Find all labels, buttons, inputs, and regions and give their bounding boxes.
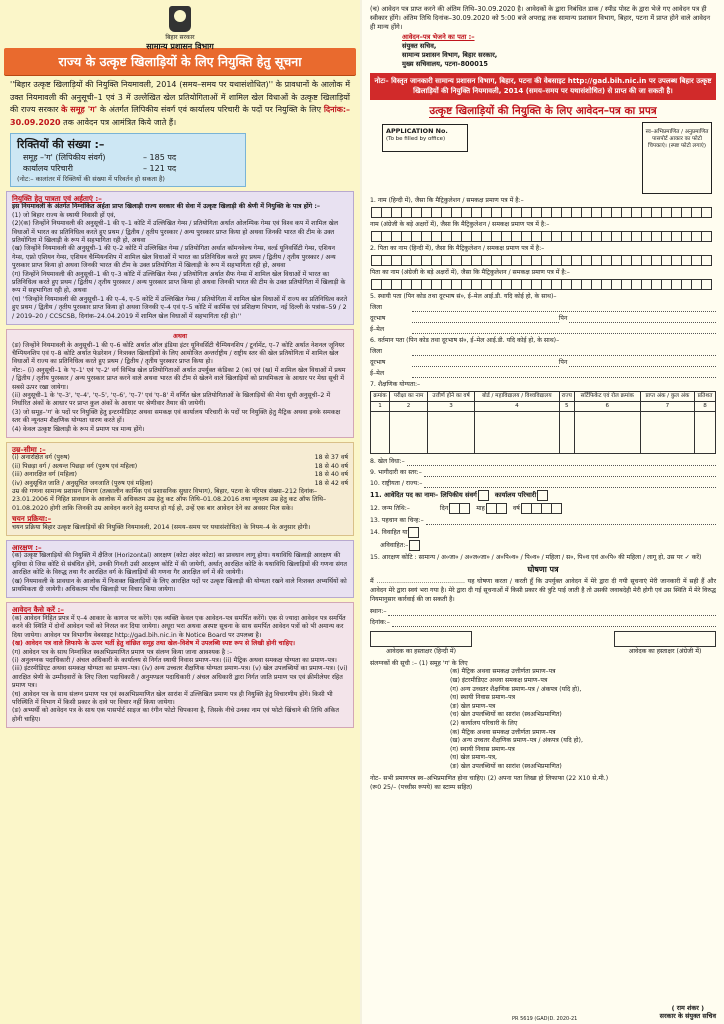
field-label: 6. वर्तमान पता (पिन कोड तथा दूरभाष सं०, ई–मेल आई.डी. यदि कोई हो, के साथ)– (370, 337, 560, 345)
education-table (370, 391, 716, 454)
signatory-block (660, 1004, 716, 1020)
table-header: प्राप्त अंक / कुल अंक (640, 392, 695, 402)
dob-day-label: दिन (439, 505, 449, 513)
attachment-item: (घ) खेल प्रमाण–पत्र, (450, 754, 497, 762)
table-cell: 3 (428, 402, 475, 412)
apply-item: (घ) आवेदन पत्र के साथ संलग्न प्रमाण पत्र एवं स्वअभिप्रमाणित खेल सारांश में उल्लिखित प्रमाण पत्र ही नियुक्ति हेतु विचारणीय होंगे। किसी भी परिस्थिति में विभाग में किसी प्रकार के दावे पर विचार नहीं किया जायेगा। (12, 690, 333, 706)
field-label: 8. खेल विधा:– (370, 458, 405, 466)
attachment-item: (ग) स्थायी निवास प्रमाण–पत्र (450, 745, 515, 753)
application-number-sub: (To be filled by office) (386, 136, 446, 143)
application-number-label: APPLICATION No. (386, 127, 448, 136)
field-label: 2. पिता का नाम (हिन्दी में), जैसा कि मैट्रिकुलेशन / समकक्ष प्रमाण पत्र में है:– (370, 245, 545, 253)
department-name: सामान्य प्रशासन विभाग (146, 42, 214, 51)
table-cell: 2 (390, 402, 428, 412)
attachment-item: (2) कार्यालय परिचारी के लिए (450, 719, 518, 727)
address-input[interactable] (412, 358, 559, 367)
vacancies-box (10, 133, 246, 187)
table-cell: 6 (574, 402, 640, 412)
table-cell: 5 (559, 402, 574, 412)
reservation-text: (ख) नियमावली के प्रावधान के आलोक में निःशक्त खिलाड़ियों के लिए आरक्षित पदों पर उत्कृष्ट खिलाड़ी की योग्यता रखने वाले निःशक्त अभ्यर्थियों को प्राथमिकता दी जायेगी। अधिकतम पाँच खिलाड़ी पर विचार किया जायेगा। (12, 577, 347, 594)
age-range: 18 से 37 वर्ष (314, 454, 348, 462)
signature-box[interactable] (370, 631, 472, 647)
attachment-item: (क) मैट्रिक अथवा समकक्ष उत्तीर्णता प्रमाण–पत्र (450, 728, 556, 736)
form-field[interactable] (370, 231, 716, 242)
field-label: 1. नाम (हिन्दी में), जैसा कि मैट्रिकुलेशन / समकक्ष प्रमाण पत्र में है:– (370, 197, 524, 205)
address-line: सामान्य प्रशासन विभाग, बिहार सरकार, (402, 51, 498, 60)
attachments-heading: संलग्नकों की सूची :– (1) समूह 'ग' के लिए (370, 660, 468, 668)
alternative-note: (4) केवल उत्कृष्ट खिलाड़ी के रूप में प्रमाण पत्र मान्य होंगे। (12, 425, 145, 433)
table-header: उत्तीर्ण होने का वर्ष (428, 392, 475, 402)
age-category: (iii) अनारक्षित वर्ग (महिला) (12, 471, 78, 479)
application-number-box[interactable] (382, 124, 468, 152)
table-row[interactable] (371, 412, 716, 454)
attachment-item: (ख) इंटरमीडिएट अथवा समकक्ष प्रमाण–पत्र (450, 676, 548, 684)
table-header: परीक्षा का नाम (390, 392, 428, 402)
letter-boxes[interactable] (372, 279, 712, 290)
selection-heading: चयन प्रक्रिया:– (12, 514, 52, 524)
government-header (0, 0, 360, 51)
dob-boxes[interactable] (450, 503, 470, 514)
table-cell: 4 (475, 402, 559, 412)
form-title (362, 104, 724, 118)
letter-boxes[interactable] (372, 207, 712, 218)
vacancies-title: रिक्तियों की संख्या :– (17, 138, 105, 151)
form-field (370, 336, 716, 345)
dob-boxes[interactable] (522, 503, 562, 514)
pr-number: PR 5619 (GAD)D. 2020-21 (512, 1016, 578, 1022)
age-category: (iv) अनुसूचित जाति / अनुसूचित जनजाति (पुरुष एवं महिला) (12, 479, 153, 487)
field-label: 9. भागीदारी का स्तर:– (370, 469, 422, 477)
marital-checkbox[interactable] (410, 540, 420, 551)
form-end-note: नोट– सभी प्रमाणपत्र स्व–अभिप्रमाणित होना चाहिए। (2) अपना पता लिखा हो लिफाफा (22 X10 से.मी.) (रू0 25/– (पच्चीस रूपये) का स्टाम्प सहित) (370, 774, 609, 791)
age-row (12, 463, 348, 471)
form-field[interactable] (370, 279, 716, 290)
signature-hindi[interactable] (370, 631, 472, 656)
form-field[interactable] (370, 303, 716, 312)
alternative-heading: अथवा (173, 333, 187, 341)
deadline-text: (च) आवेदन पत्र प्राप्त करने की अंतिम तिथि–30.09.2020 है। आवेदकों के द्वारा निबंधित डाक / स्पीड पोस्ट के द्वारा भेजे गए आवेदन पत्र ही स्वीकार होंगे। अंतिम तिथि दिनांक–30.09.2020 को 5:00 बजे अपराह्न तक सामान्य प्रशासन विभाग, बिहार, पटना में प्राप्त होने वाले आवेदन ही मान्य होंगे। (370, 5, 711, 31)
alternative-note: (3) जो समूह–'ग' के पदों पर नियुक्ति हेतु इन्टरमीडिएट अथवा समकक्ष एवं कार्यालय परिचारी के पदों पर नियुक्ति हेतु मैट्रिक अथवा इनके समकक्ष स्तर की न्यूनतम शैक्षणिक योग्यता धारण करते हों। (12, 408, 341, 425)
form-field (370, 196, 716, 205)
field-label: 10. राष्ट्रीयता / राज्य:– (370, 480, 423, 488)
left-column (0, 0, 360, 1024)
photo-box[interactable]: स्व–अभिप्रमाणित / अनुप्रमाणित पासपोर्ट आकार का फोटो चिपकाएं। (स्पष्ट फोटो लगाएं) (642, 122, 712, 194)
eligibility-item: (घ) ''जिन्होंने नियमावली की अनुसूची–1 की ए–4, ए–5 कोटि में उल्लिखित गेम्स / प्रतियोगिता में शामिल खेल विधाओं में राज्य का प्रतिनिधित्व करते हुए प्रथम / द्वितीय / तृतीय पुरस्कार प्राप्त किया हो अथवा जिनकी ए–4 एवं ए–5 कोटि में कार्मिक एवं प्रशिक्षण विभाग, नई दिल्ली के पत्रांक–59 / 2 / 2019–20 / CCSCSB, दिनांक–24.04.2019 में शामिल खेल विधाओं में सहभागिता रही हो।'' (12, 295, 348, 320)
address-input[interactable] (412, 325, 716, 334)
address-block (362, 33, 724, 69)
date-label: दिनांक:– (370, 619, 390, 627)
form-field[interactable] (370, 527, 716, 538)
website-note: नोटः– विस्तृत जानकारी सामान्य प्रशासन विभाग, बिहार, पटना की वेबसाइट http://gad.bih.nic.in पर उपलब्ध बिहार उत्कृष्ट खिलाड़ियों की नियुक्ति नियमावली, 2014 (समय–समय पर यथासंशोधित) से प्राप्त की जा सकती है। (370, 73, 716, 100)
nationality-input[interactable] (424, 479, 716, 488)
signature-area (370, 631, 716, 656)
age-section (6, 442, 354, 536)
apply-item: (ङ) अभ्यर्थी को आवेदन पत्र के साथ एक पासपोर्ट साइज का रंगीन फोटो चिपकाना है, जिसके नीचे उनका नाम एवं फोटो खिंचाने की तिथि अंकित होनी चाहिए। (12, 707, 339, 723)
attachment-item: (च) खेल उपलब्धियों का सारांश (स्वअभिप्रमाणित) (450, 711, 562, 719)
table-header: क्रमांक (371, 392, 390, 402)
attachment-item: (ख) अन्य उच्चतर शैक्षणिक प्रमाण–पत्र / अंकपत्र (यदि हो), (450, 737, 583, 745)
identity-input[interactable] (426, 516, 716, 525)
form-field (370, 292, 716, 301)
apply-heading: आवेदन कैसे करें :– (12, 605, 64, 615)
table-cell: 8 (695, 402, 716, 412)
address-district-label: जिला (370, 348, 382, 356)
apply-item: (ख) आवेदन पत्र वाले लिफाफे के ऊपर भर्ती हेतु वांछित समूह तथा खेल–विशेष में उपलब्धि स्पष्ट रूप से लिखी होनी चाहिए। (12, 640, 295, 648)
signature-box[interactable] (614, 631, 716, 647)
address-input[interactable] (412, 303, 716, 312)
age-text: उम्र की गणना सामान्य प्रशासन विभाग (तत्कालीन कार्मिक एवं प्रशासनिक सुधार विभाग), बिहार, पटना के परिपत्र संख्या–212 दिनांक–23.01.2006 में निहित प्रावधान के आलोक में अधिकतम उम्र हेतु कट ऑफ तिथि–01.08.2016 तथा न्यूनतम उम्र हेतु कट ऑफ तिथि– 01.08.2020 होगी ताकि जिनकी उम्र आवेदन करने हेतु समाप्त हो गई हो, उन्हें एक बार आवेदन देने का अवसर मिल सके। (12, 488, 327, 512)
form-field[interactable] (370, 490, 716, 501)
reservation-category-label: 15. आरक्षण कोटि : सामान्य / अ०जा० / अ०ज०जा० / अ०पि०व० / पि०व० / महिला / स०, पि०व एवं अ०पि० की महिला / लागू हो, उस पर ✓ करें) (370, 554, 702, 562)
intro-paragraph (0, 79, 360, 129)
intro-highlight-date: दिनांक:– 30.09.2020 (10, 105, 351, 127)
post-checkbox[interactable] (538, 490, 548, 501)
reservation-section (6, 540, 354, 598)
age-category: (ii) पिछड़ा वर्ग / अत्यन्त पिछड़ा वर्ग (पुरुष एवं महिला) (12, 462, 138, 470)
apply-item: (i) अनुलग्नक पदाधिकारी / अंचल अधिकारी के कार्यालय से निर्गत स्थायी निवास प्रमाण–पत्र। (ii) मैट्रिक अथवा समकक्ष योग्यता का प्रमाण–पत्र। (iii) इंटरमीडिएट अथवा समकक्ष योग्यता का प्रमाण–पत्र। (iv) अन्य उच्चतर शैक्षणिक योग्यता प्रमाण–पत्र। (v) खेल उपलब्धियों का प्रमाण–पत्र। (vi) आरक्षित श्रेणी के उम्मीदवारों के लिए जिला पदाधिकारी / अनुमण्डल पदाधिकारी / अंचल अधिकारी द्वारा निर्गत जाति प्रमाण पत्र एवं क्रीमीलेयर रहित प्रमाण पत्र। (12, 656, 348, 690)
letter-boxes[interactable] (372, 231, 712, 242)
form-field[interactable] (370, 516, 716, 525)
field-label: अविवाहित:– (380, 542, 409, 550)
signature-label: आवेदक का हस्ताक्षर (हिन्दी में) (385, 648, 457, 656)
dob-month-label: माह (476, 505, 485, 513)
age-row (12, 471, 348, 479)
vacancies-note: (नोट:– कालांतर में रिक्तियों की संख्या में परिवर्तन हो सकता है) (17, 175, 165, 183)
place-input[interactable] (388, 607, 716, 616)
table-header: सर्टिफिकेट एवं रोल क्रमांक (574, 392, 640, 402)
address-line: संयुक्त सचिव, (402, 42, 437, 51)
form-field[interactable] (370, 607, 716, 616)
address-input[interactable] (569, 314, 716, 323)
intro-text-2: के अंतर्गत लिपिकीय संवर्ग एवं कार्यालय परिचारी के पदों पर नियुक्ति के लिए (99, 105, 322, 114)
address-pin-label: पिन (558, 359, 568, 367)
address-email-label: ई–मेल (370, 370, 385, 378)
eligibility-section (6, 191, 354, 325)
form-field[interactable] (370, 618, 716, 627)
post-checkbox[interactable] (479, 490, 489, 501)
form-field[interactable] (370, 358, 716, 367)
field-label: 14. विवाहित या (370, 529, 408, 537)
form-title-text: उत्कृष्ट खिलाड़ियों की नियुक्ति के लिए आवेदन–पत्र का प्रपत्र (429, 105, 657, 118)
address-heading: आवेदन–पत्र भेजने का पता :– (402, 33, 475, 42)
field-label: पिता का नाम (अंग्रेजी के बड़े अक्षरों में), जैसा कि मैट्रिकुलेशन / समकक्ष प्रमाण पत्र में है:– (370, 269, 570, 277)
level-input[interactable] (424, 468, 716, 477)
eligibility-item: (ग) जिन्होंने नियमावली की अनुसूची–1 की ए–3 कोटि में उल्लिखित गेम्स / प्रतियोगिता अर्थात सैफ गेम्स में शामिल खेल विधाओं में भारत का प्रतिनिधित्व करते हुए प्रथम / द्वितीय / तृतीय पुरस्कार / अन्य पुरस्कार प्राप्त किया हो अथवा जिनकी भारत की टीम के उक्त प्रतियोगिता में खिलाड़ी के रूप में सहभागिता रही हो, अथवा (12, 270, 346, 295)
dob-boxes[interactable] (487, 503, 507, 514)
age-range: 18 से 40 वर्ष (314, 471, 348, 479)
alternative-note: नोट:– (i) अनुसूची–1 के 'ए–1' एवं 'ए–2' वर्ग विभिन्न खेल प्रतियोगिताओं अर्थात उपर्युक्त कंडिका 2 (क) एवं (ख) में शामिल खेल विधाओं में प्रथम / द्वितीय / तृतीय पुरस्कार / अन्य पुरस्कार प्राप्त करने वाले अथवा भारत की टीम से खेलने वाले खिलाड़ियों को प्राथमिकता के आधार पर मेधा सूची में सबसे ऊपर रखा जायेगा। (12, 366, 346, 391)
address-district-label: जिला (370, 304, 382, 312)
emblem-icon (169, 6, 191, 32)
signature-label: आवेदक का हस्ताक्षर (अंग्रेजी में) (628, 648, 702, 656)
form-field[interactable] (370, 255, 716, 266)
reservation-text: (क) उत्कृष्ट खिलाड़ियों की नियुक्ति में क्षैतिज (Horizontal) आरक्षण (कोटा अंदर कोटा) का प्रावधान लागू होगा। यथाविधि खिलाड़ी आरक्षण की सुविधा से जिस कोटि से संबंधित होंगे, उनकी गिनती उसी आरक्षण कोटि में की जायेगी, अर्थात् आरक्षित कोटि के यथाविधि खिलाड़ियों की गणना संगत आरक्षित कोटि के विरुद्ध तथा गैर आरक्षित वर्ग के खिलाड़ियों की गणना गैर आरक्षित वर्ग में की जायेगी। (12, 552, 347, 577)
attachment-item: (ग) अन्य उच्चतर शैक्षणिक प्रमाण–पत्र / अंकपत्र (यदि हो), (450, 685, 582, 693)
form-field[interactable] (370, 207, 716, 218)
intro-text-1: ''बिहार उत्कृष्ट खिलाड़ियों की नियुक्ति नियमावली, 2014 (समय–समय पर यथासंशोधित)'' के प्रावधानों के आलोक में उक्त नियमावली की अनुसूची–1 एवं 3 में उल्लेखित खेल प्रतियोगिताओं में शामिल खेल विधाओं के उत्कृष्ट खिलाड़ियों की राज्य सरकार (10, 80, 350, 114)
form-field (370, 268, 716, 277)
table-header-row (371, 392, 716, 402)
alternative-section (6, 329, 354, 438)
age-range: 18 से 40 वर्ष (314, 462, 348, 470)
attachment-item: (ङ) खेल उपलब्धियों का सारांश (स्वअभिप्रमाणित) (450, 762, 562, 770)
apply-item: (ग) आवेदन पत्र के साथ निम्नांकित स्वअभिप्रमाणित प्रमाण पत्र संलग्न किया जाना आवश्यक है :– (12, 648, 233, 656)
eligibility-item: (ख) जिन्होंने नियमावली की अनुसूची–1 की ए–2 कोटि में उल्लिखित गेम्स / प्रतियोगिता अर्थात कॉमनवेल्थ गेम्स, वर्ल्ड यूनिवर्सिटी गेम्स, एशियन गेम्स, एफ्रो एशियन गेम्स, एशियन चैम्पियनशिप में शामिल खेल विधाओं में भारत का प्रतिनिधित्व करते हुए प्रथम / द्वितीय / तृतीय पुरस्कार / अन्य पुरस्कार प्राप्त किया हो अथवा जिनकी भारत की टीम के उक्त प्रतियोगिता में खिलाड़ी के रूप में सहभागिता रही हो, अथवा (12, 245, 336, 270)
eligibility-lead: इस नियमावली के अंतर्गत निम्नांकित अर्हता प्राप्त खिलाड़ी राज्य सरकार की सेवा में उत्कृष्ट खिलाड़ी की श्रेणी में नियुक्ति के पात्र होंगे :– (12, 203, 321, 211)
age-heading: उम्र–सीमा :– (12, 444, 46, 454)
form-field[interactable] (370, 503, 716, 514)
alternative-note: (ii) अनुसूची–1 के 'ए–3', 'ए–4', 'ए–5', 'ए–6', 'ए–7' एवं 'ए–8' में वर्णित खेल प्रतियोगिताओं के खिलाड़ियों की मेधा सूची अनुसूची–2 में निर्धारित अंकों के आधार पर प्राप्त कुल अंकों के आधार पर श्रेणीवार तैयार की जायेगी। (12, 391, 331, 408)
form-field[interactable] (370, 347, 716, 356)
vacancy-post: कार्यालय परिचारी (23, 164, 73, 173)
form-field[interactable] (370, 540, 716, 551)
attachment-item: (ङ) खेल प्रमाण–पत्र (450, 702, 496, 710)
vacancy-row (17, 152, 239, 163)
letter-boxes[interactable] (372, 255, 712, 266)
declaration-text: मैं ............................................. यह घोषणा करता / करती हूँ कि उपर्युक्त आवेदन में मेरे द्वारा दी गयी सूचनाएं मेरी जानकारी में सही हैं और आवेदन मेरे द्वारा स्वयं भरा गया है। मेरे द्वारा दी गई सूचनाओं में किसी प्रकार की त्रुटि पाई जाती है तो उसकी जवाबदेही मेरी होगी एवं उस स्थिति में मेरे विरुद्ध नियमानुसार कार्रवाई की जा सकती है। (370, 578, 716, 604)
vacancy-post: समूह –'ग' (लिपिकीय संवर्ग) (23, 153, 106, 162)
address-input[interactable] (412, 314, 559, 323)
age-row (12, 454, 348, 462)
application-form (370, 122, 716, 791)
form-field[interactable] (370, 479, 716, 488)
table-cell: 7 (640, 402, 695, 412)
form-field[interactable] (370, 369, 716, 378)
age-row (12, 480, 348, 488)
address-line: मुख्य सचिवालय, पटना–800015 (402, 60, 489, 69)
table-cell: 1 (371, 402, 390, 412)
vacancy-count: – 185 पद (143, 153, 177, 162)
address-input[interactable] (412, 369, 716, 378)
field-label: 12. जन्म तिथि:– (370, 505, 410, 513)
eligibility-item: (2)(क) जिन्होंने नियमावली की अनुसूची–1 की ए–1 कोटि में उल्लिखित गेम्स / प्रतियोगिता अर्थात ओलम्पिक गेम्स एवं विश्व कप में शामिल खेल विधाओं में भारत का प्रतिनिधित्व करते हुए प्रथम / द्वितीय / तृतीय पुरस्कार / अन्य पुरस्कार प्राप्त किया हो अथवा जिनकी भारत की टीम के उक्त प्रतियोगिता में खिलाड़ी के रूप में सहभागिता रही हो, अथवा (12, 220, 339, 245)
field-label: कार्यालय परिचारी (494, 491, 537, 500)
form-field[interactable] (370, 325, 716, 334)
address-phone-label: दूरभाष (370, 359, 386, 367)
eligibility-heading: नियुक्ति हेतु पात्रता एवं अर्हताएं :– (12, 194, 102, 203)
attachment-item: (क) मैट्रिक अथवा समकक्ष उत्तीर्णता प्रमाण–पत्र (450, 668, 556, 676)
signatory-designation: सरकार के संयुक्त सचिव (659, 1012, 716, 1020)
field-label: नाम (अंग्रेजी के बड़े अक्षरों में), जैसा कि मैट्रिकुलेशन / समकक्ष प्रमाण पत्र में है:– (370, 221, 550, 229)
table-number-row (371, 402, 716, 412)
intro-highlight-group: के समूह 'ग' (61, 105, 98, 114)
address-email-label: ई–मेल (370, 326, 385, 334)
signature-english[interactable] (614, 631, 716, 656)
intro-text-3: तक आवेदन पत्र आमंत्रित किये जाते हैं। (63, 117, 177, 127)
eligibility-item: (1) जो बिहार राज्य के स्थायी निवासी हों एवं, (12, 211, 116, 219)
selection-text: चयन प्रक्रिया बिहार उत्कृष्ट खिलाड़ियों की नियुक्ति नियमावली, 2014 (समय–समय पर यथासंशोधित) के नियम–4 के अनुसार होगी। (12, 523, 311, 531)
attachments-list (370, 668, 716, 771)
notice-title-banner: राज्य के उत्कृष्ट खिलाड़ियों के लिए नियुक्ति हेतु सूचना (4, 48, 356, 75)
date-input[interactable] (392, 618, 716, 627)
government-name: बिहार सरकार (165, 34, 195, 41)
table-header: बोर्ड / महाविद्यालय / विश्वविद्यालय (475, 392, 559, 402)
form-field[interactable] (370, 457, 716, 466)
attachment-item: (घ) स्थायी निवास प्रमाण–पत्र (450, 694, 515, 702)
vacancy-row (17, 163, 239, 174)
how-to-apply-section (6, 602, 354, 728)
table-header: प्रतिशत (695, 392, 716, 402)
vacancy-count: – 121 पद (143, 164, 177, 173)
field-label: 5. स्थायी पता (पिन कोड तथा दूरभाष सं०, ई–मेल आई.डी. यदि कोई हो, के साथ)– (370, 293, 557, 301)
declaration-heading: घोषणा पत्र (527, 565, 559, 575)
field-label: 7. शैक्षणिक योग्यता:– (370, 381, 421, 389)
address-input[interactable] (569, 358, 716, 367)
alternative-text: (ङ) जिन्होंने नियमावली के अनुसूची–1 की ए–6 कोटि अर्थात ऑल इंडिया इंटर यूनिवर्सिटी चैम्पियनशिप / टूर्नामेंट, ए–7 कोटि अर्थात नेशनल जूनियर चैम्पियनशिप एवं ए–8 कोटि अर्थात फेडरेशन / निःशक्त खिलाड़ियों के लिए आयोजित अन्तर्राष्ट्रीय / राष्ट्रीय स्तर की खेल प्रतियोगिता में शामिल खेल विधाओं में राज्य का प्रतिनिधित्व करते हुए प्रथम / द्वितीय / तृतीय पुरस्कार प्राप्त किया हो। (12, 341, 345, 366)
address-pin-label: पिन (558, 315, 568, 323)
apply-item: (क) आवेदन निहित प्रपत्र में ए–4 आकार के कागज पर करेंगे। एक व्यक्ति केवल एक आवेदन–पत्र समर्पित करेंगे। एक से ज्यादा आवेदन पत्र समर्पित करने की स्थिति में दोनों आवेदन पत्रों को निरस्त कर दिया जायेगा। अधूरा भरा अथवा अस्पष्ट सूचना के साथ समर्पित आवेदन पत्रों को भी अमान्य कर दिया जायेगा। आवेदन पत्र विभागीय वेबसाइट http://gad.bih.nic.in के Notice Board पर उपलब्ध है। (12, 614, 346, 639)
table-header: राज्य (559, 392, 574, 402)
form-top (370, 122, 716, 196)
field-label: 11. आवेदित पद का नामः– लिपिकीय संवर्ग (370, 491, 477, 500)
form-field (370, 380, 716, 389)
form-field[interactable] (370, 314, 716, 323)
form-field[interactable] (370, 553, 716, 562)
right-column (362, 0, 724, 1024)
address-input[interactable] (412, 347, 716, 356)
address-phone-label: दूरभाष (370, 315, 386, 323)
form-field (370, 220, 716, 229)
reservation-heading: आरक्षण :– (12, 543, 42, 553)
marital-checkbox[interactable] (409, 527, 419, 538)
age-range: 18 से 42 वर्ष (314, 479, 348, 487)
signatory-name: ( राम शंकर ) (671, 1004, 705, 1012)
dob-year-label: वर्ष (512, 505, 520, 513)
form-field (370, 244, 716, 253)
age-category: (i) अनारक्षित वर्ग (पुरुष) (12, 454, 70, 462)
sport-input[interactable] (407, 457, 716, 466)
place-label: स्थान:– (370, 608, 387, 616)
field-label: 13. पहचान का चिन्ह:– (370, 517, 424, 525)
form-field[interactable] (370, 468, 716, 477)
